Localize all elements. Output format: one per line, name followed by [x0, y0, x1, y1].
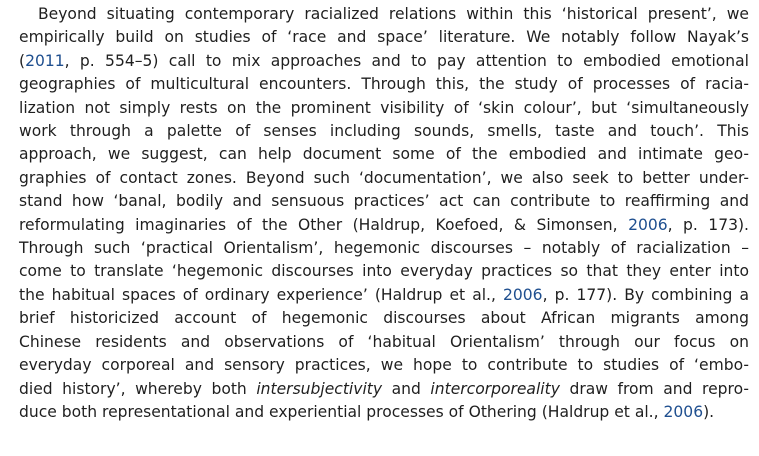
- paragraph-line: graphies of contact zones. Beyond such ‘documentation’, we also seek to better under-: [19, 168, 749, 187]
- body-paragraph: [19, 3, 749, 424]
- citation-link-nayak-2011[interactable]: 2011: [25, 51, 65, 70]
- paragraph-line: [19, 378, 749, 401]
- line-text: ).: [703, 402, 715, 421]
- paragraph-line: [19, 284, 749, 307]
- paragraph-line: [19, 214, 749, 237]
- paragraph-line: everyday corporeal and sensory practices, we hope to contribute to studies of ‘embo-: [19, 356, 749, 375]
- citation-link-haldrup-2006[interactable]: 2006: [503, 285, 543, 304]
- line-text: , p. 177). By combining a: [542, 285, 749, 304]
- paragraph-line: Through such ‘practical Orientalism’, hegemonic discourses – notably of racialization –: [19, 239, 749, 258]
- paragraph-line: [19, 401, 749, 424]
- paragraph-line: empirically build on studies of ‘race and space’ literature. We notably follow Nayak’s: [19, 28, 749, 47]
- paragraph-line: Chinese residents and observations of ‘habitual Orientalism’ through our focus on: [19, 332, 749, 351]
- paragraph-line: geographies of multicultural encounters. Through this, the study of processes of racia-: [19, 75, 749, 94]
- line-text: duce both representational and experiential processes of Othering (Haldrup et al.,: [19, 402, 664, 421]
- line-text: and: [382, 379, 431, 398]
- line-text: draw from and repro-: [559, 379, 749, 398]
- line-text: , p. 554–5) call to mix approaches and to pay attention to embodied emotional: [64, 51, 749, 70]
- italic-term: intersubjectivity: [256, 379, 383, 398]
- paragraph-line: (2011, p. 554–5) call to mix approaches and to pay attention to embodied emotional: [19, 51, 749, 70]
- citation-link-haldrup-2006[interactable]: 2006: [628, 215, 668, 234]
- paragraph-line: lization not simply rests on the prominent visibility of ‘skin colour’, but ‘simultaneously: [19, 98, 749, 117]
- paragraph-line: brief historicized account of hegemonic discourses about African migrants among: [19, 309, 749, 328]
- line-text: died history’, whereby both: [19, 379, 257, 398]
- paragraph-line: Beyond situating contemporary racialized relations within this ‘historical present’, we: [38, 5, 749, 23]
- paragraph-line: approach, we suggest, can help document some of the embodied and intimate geo-: [19, 145, 749, 164]
- line-text: , p. 173).: [667, 215, 749, 234]
- citation-link-haldrup-2006[interactable]: 2006: [663, 402, 704, 421]
- line-text: the habitual spaces of ordinary experience’ (Haldrup et al.,: [19, 285, 503, 304]
- paragraph-line: work through a palette of senses including sounds, smells, taste and touch’. This: [19, 122, 749, 141]
- italic-term: intercorporeality: [430, 379, 560, 398]
- paragraph-line: stand how ‘banal, bodily and sensuous practices’ act can contribute to reaffirming and: [19, 192, 749, 211]
- paragraph-line: come to translate ‘hegemonic discourses into everyday practices so that they enter into: [19, 262, 749, 281]
- line-text: reformulating imaginaries of the Other (Haldrup, Koefoed, & Simonsen,: [19, 215, 629, 234]
